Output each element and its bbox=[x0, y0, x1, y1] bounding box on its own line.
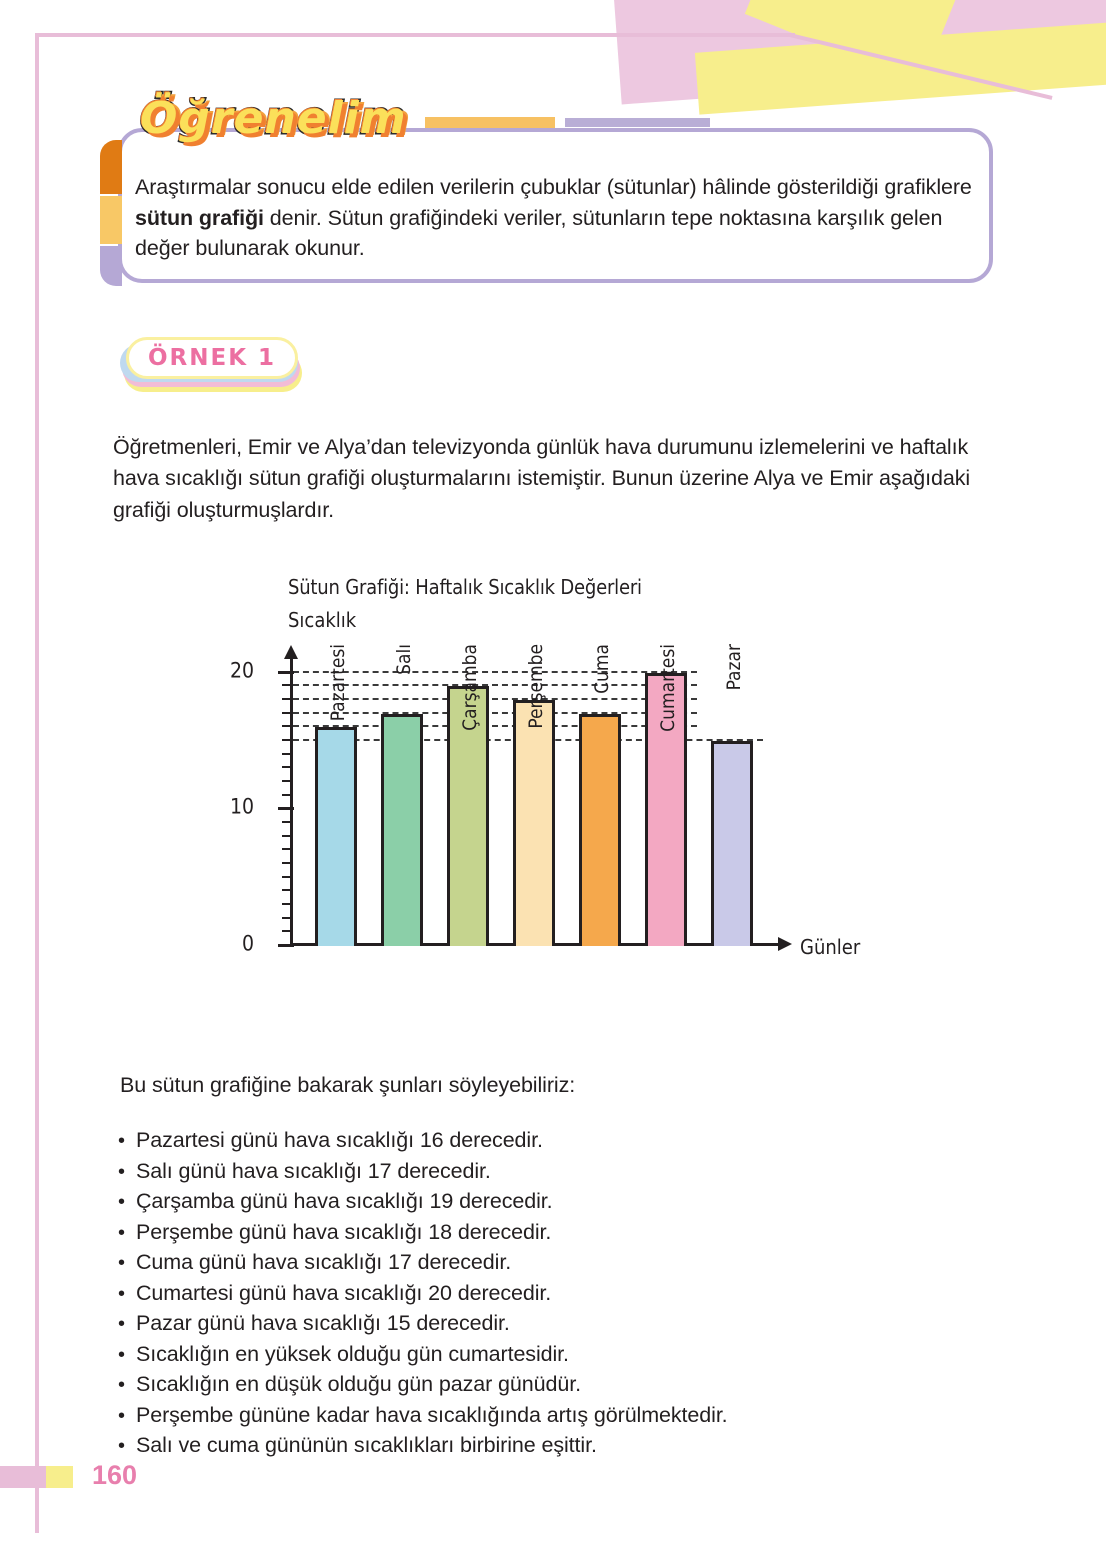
bullet-marker-icon: • bbox=[118, 1160, 125, 1183]
y-axis-tick bbox=[282, 930, 293, 932]
y-axis-tick bbox=[278, 807, 294, 810]
info-text-part-1: Araştırmalar sonucu elde edilen verilerin çubuklar (sütunlar) hâlinde gösterildiği grafiklere bbox=[135, 175, 972, 199]
y-axis-tick-row bbox=[260, 917, 294, 920]
bullet-marker-icon: • bbox=[118, 1435, 125, 1458]
y-axis-tick bbox=[282, 780, 293, 782]
y-axis-tick bbox=[282, 739, 293, 741]
info-box-accent-bars bbox=[100, 140, 122, 274]
conclusion-bullet-item bbox=[118, 1186, 998, 1217]
chart-gridline bbox=[293, 684, 697, 686]
bullet-text: Perşembe günü hava sıcaklığı 18 derecedir. bbox=[136, 1219, 552, 1244]
example-problem-text: Öğretmenleri, Emir ve Alya’dan televizyonda günlük hava durumunu izlemelerini ve haftalık hava sıcaklığı sütun grafiği oluşturmalarını istemiştir. Bunun üzerine Alya ve Emir aşağıdaki grafiği oluşturmuşlardır. bbox=[113, 435, 971, 522]
badge-label: ÖRNEK 1 bbox=[147, 345, 277, 371]
bullet-marker-icon: • bbox=[118, 1191, 125, 1214]
y-axis-tick-row bbox=[260, 821, 294, 824]
conclusion-bullet-item bbox=[118, 1125, 998, 1156]
accent-bar-purple bbox=[100, 246, 122, 286]
y-axis-tick bbox=[282, 917, 293, 919]
chart-bar bbox=[381, 714, 423, 946]
footer-marker-yellow bbox=[46, 1466, 73, 1488]
conclusion-bullet-item bbox=[118, 1400, 998, 1431]
chart-bar bbox=[579, 714, 621, 946]
y-axis-tick bbox=[282, 753, 293, 755]
bar-chart bbox=[229, 636, 861, 959]
bullet-marker-icon: • bbox=[118, 1404, 125, 1427]
conclusion-intro: Bu sütun grafiğine bakarak şunları söyleyebiliriz: bbox=[120, 1073, 576, 1097]
y-axis-tick-label: 0 bbox=[241, 931, 254, 956]
y-axis-tick bbox=[278, 671, 294, 674]
conclusion-bullet-list bbox=[118, 1125, 998, 1461]
bullet-text: Salı günü hava sıcaklığı 17 derecedir. bbox=[136, 1158, 491, 1183]
y-axis-tick-label: 10 bbox=[229, 794, 254, 819]
info-text-part-2: denir. Sütun grafiğindeki veriler, sütunların tepe noktasına karşılık gelen değer bulunarak okunur. bbox=[135, 205, 943, 261]
y-axis-tick-row bbox=[229, 794, 294, 819]
chart-gridline bbox=[293, 671, 697, 673]
chart-category-label: Cuma bbox=[591, 644, 613, 694]
conclusion-bullet-item bbox=[118, 1278, 998, 1309]
y-axis-tick bbox=[282, 862, 293, 864]
y-axis-tick bbox=[282, 821, 293, 823]
y-axis-tick-row bbox=[260, 698, 294, 701]
y-axis-tick-row bbox=[241, 931, 294, 956]
example-badge bbox=[118, 337, 318, 397]
y-axis-tick-row bbox=[260, 712, 294, 715]
conclusion-bullet-item bbox=[118, 1217, 998, 1248]
y-axis-tick-row bbox=[260, 889, 294, 892]
y-axis-tick bbox=[278, 944, 294, 947]
chart-title: Sütun Grafiği: Haftalık Sıcaklık Değerleri bbox=[288, 575, 642, 599]
bullet-text: Cumartesi günü hava sıcaklığı 20 derecedir. bbox=[136, 1280, 552, 1305]
y-axis-tick-row bbox=[260, 780, 294, 783]
conclusion-bullet-item bbox=[118, 1247, 998, 1278]
y-axis-tick-row bbox=[260, 684, 294, 687]
accent-bar-amber bbox=[100, 196, 122, 244]
y-axis-tick bbox=[282, 698, 293, 700]
bullet-text: Pazar günü hava sıcaklığı 15 derecedir. bbox=[136, 1311, 510, 1336]
chart-x-axis-label: Günler bbox=[800, 935, 861, 959]
chart-category-label: Cumartesi bbox=[657, 644, 679, 732]
x-axis-arrow-icon bbox=[778, 937, 792, 951]
accent-bar-orange bbox=[100, 140, 122, 194]
y-axis-tick-row bbox=[260, 739, 294, 742]
bullet-text: Sıcaklığın en yüksek olduğu gün cumartesidir. bbox=[136, 1341, 569, 1366]
y-axis-tick bbox=[282, 766, 293, 768]
y-axis-tick-row bbox=[260, 862, 294, 865]
y-axis-tick bbox=[282, 903, 293, 905]
y-axis-tick-row bbox=[260, 903, 294, 906]
y-axis-tick-row bbox=[260, 835, 294, 838]
y-axis-tick bbox=[282, 889, 293, 891]
y-axis-arrow-icon bbox=[284, 645, 298, 659]
bullet-text: Sıcaklığın en düşük olduğu gün pazar günüdür. bbox=[136, 1372, 581, 1397]
bullet-text: Perşembe gününe kadar hava sıcaklığında artış görülmektedir. bbox=[136, 1402, 728, 1427]
bullet-text: Salı ve cuma gününün sıcaklıkları birbirine eşittir. bbox=[136, 1433, 597, 1458]
y-axis-tick-row bbox=[260, 725, 294, 728]
badge-body bbox=[126, 337, 298, 379]
y-axis-tick-row bbox=[260, 753, 294, 756]
conclusion-bullet-item bbox=[118, 1339, 998, 1370]
page-frame-top bbox=[35, 33, 795, 37]
bullet-marker-icon: • bbox=[118, 1313, 125, 1336]
bullet-text: Cuma günü hava sıcaklığı 17 derecedir. bbox=[136, 1250, 512, 1275]
y-axis-tick bbox=[282, 848, 293, 850]
chart-gridline bbox=[293, 712, 697, 714]
chart-category-label: Pazar bbox=[723, 644, 745, 691]
y-axis-tick bbox=[282, 684, 293, 686]
y-axis-tick-label: 20 bbox=[229, 658, 254, 683]
bullet-marker-icon: • bbox=[118, 1343, 125, 1366]
info-text-bold-term: sütun grafiği bbox=[135, 205, 264, 230]
conclusion-bullet-item bbox=[118, 1430, 998, 1461]
bullet-text: Pazartesi günü hava sıcaklığı 16 derecedir. bbox=[136, 1128, 543, 1152]
bullet-marker-icon: • bbox=[118, 1282, 125, 1305]
chart-category-label: Çarşamba bbox=[459, 644, 481, 731]
bullet-marker-icon: • bbox=[118, 1252, 125, 1275]
chart-bar bbox=[513, 700, 555, 946]
page-frame-left bbox=[35, 33, 39, 1533]
y-axis-tick-row bbox=[260, 794, 294, 797]
chart-y-axis-label: Sıcaklık bbox=[288, 608, 357, 632]
y-axis-tick bbox=[282, 835, 293, 837]
heading-rule-purple bbox=[565, 118, 710, 127]
bullet-marker-icon: • bbox=[118, 1374, 125, 1397]
y-axis-tick-row bbox=[260, 848, 294, 851]
chart-bar bbox=[315, 727, 357, 946]
y-axis-tick bbox=[282, 712, 293, 714]
y-axis-tick bbox=[282, 725, 293, 727]
y-axis-tick bbox=[282, 794, 293, 796]
conclusion-bullet-item bbox=[118, 1308, 998, 1339]
y-axis-tick-row bbox=[260, 930, 294, 933]
y-axis-tick-row bbox=[260, 766, 294, 769]
y-axis-tick-row bbox=[229, 658, 294, 683]
info-box-text bbox=[135, 172, 985, 264]
chart-category-label: Perşembe bbox=[525, 644, 547, 729]
bullet-text: Çarşamba günü hava sıcaklığı 19 derecedir. bbox=[136, 1189, 553, 1214]
ogrenelim-logo: Öğrenelim bbox=[140, 93, 407, 144]
page-number: 160 bbox=[92, 1460, 138, 1490]
heading-rule-orange bbox=[425, 117, 555, 128]
footer-marker-pink bbox=[0, 1466, 46, 1488]
conclusion-bullet-item bbox=[118, 1369, 998, 1400]
bullet-marker-icon: • bbox=[118, 1221, 125, 1244]
chart-category-label: Pazartesi bbox=[327, 644, 349, 722]
bullet-marker-icon: • bbox=[118, 1130, 125, 1152]
y-axis-tick-row bbox=[260, 876, 294, 879]
y-axis-tick bbox=[282, 876, 293, 878]
conclusion-bullet-item bbox=[118, 1156, 998, 1187]
chart-gridline bbox=[293, 698, 697, 700]
chart-category-label: Salı bbox=[393, 644, 415, 675]
chart-bar bbox=[711, 741, 753, 946]
